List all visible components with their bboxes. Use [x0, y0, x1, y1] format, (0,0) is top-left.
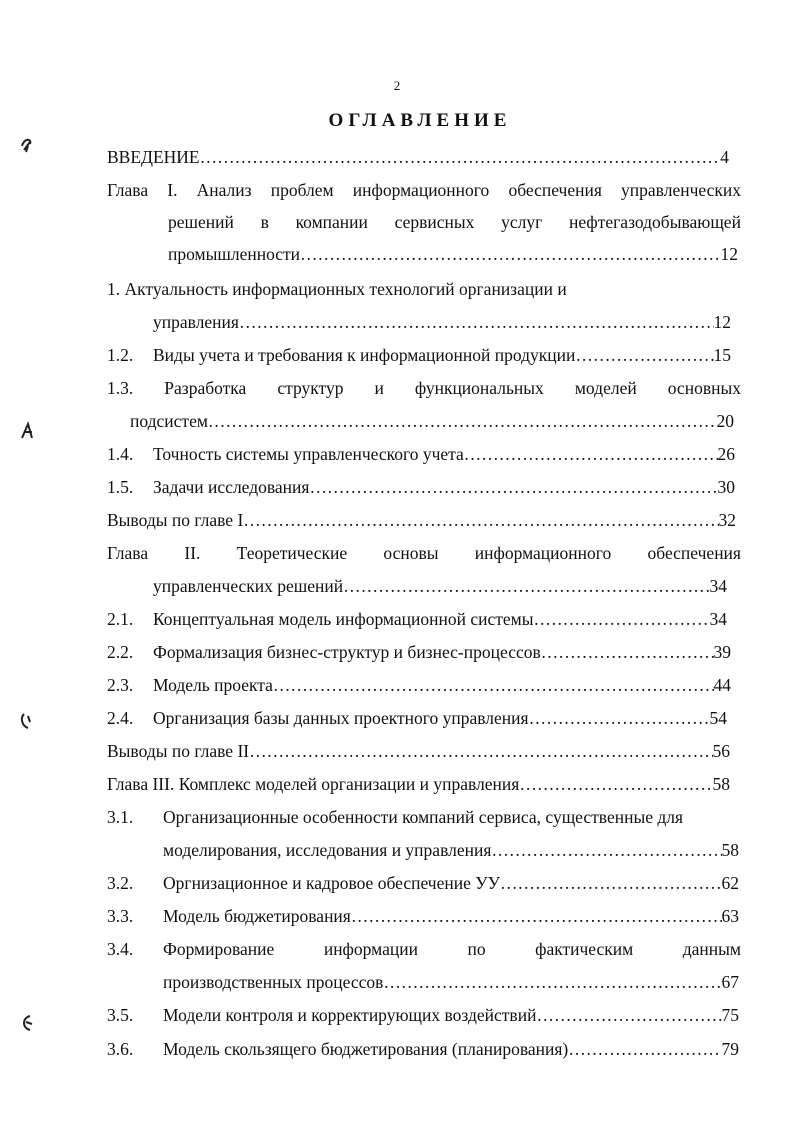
entry-text: основы [383, 543, 439, 563]
page-number-ref: 67 [721, 972, 739, 992]
toc-entry-1-4[interactable] [153, 443, 735, 465]
entry-text: Задачи исследования [153, 477, 310, 497]
dot-leader [568, 1038, 721, 1060]
page-number-ref: 20 [716, 411, 734, 431]
entry-text: решений [168, 212, 234, 232]
entry-text: обеспечения [508, 180, 602, 200]
toc-entry-1-1-line2 [153, 311, 731, 333]
toc-entry-1-5-number: 1.5. [107, 477, 134, 497]
toc-entry-1-3-line2 [130, 410, 734, 432]
entry-text: Формализация бизнес-структур и бизнес-процессов [153, 642, 541, 662]
toc-entry-chapter-1-line1[interactable] [107, 179, 741, 201]
entry-text: I. [167, 180, 178, 200]
toc-entry-2-3-number: 2.3. [107, 675, 134, 695]
page-number-ref: 79 [721, 1039, 739, 1059]
entry-text: услуг [501, 212, 543, 232]
toc-entry-conclusions-2[interactable] [107, 740, 730, 762]
entry-text: информационного [474, 543, 612, 563]
toc-entry-1-4-number: 1.4. [107, 444, 134, 464]
page-number-ref: 56 [712, 741, 730, 761]
entry-text: Концептуальная модель информационной системы [153, 609, 534, 629]
toc-entry-1-3-line1[interactable] [107, 377, 741, 399]
page-number-ref: 62 [721, 873, 739, 893]
page-number-ref: 34 [709, 576, 727, 596]
dot-leader [273, 674, 714, 696]
entry-text: фактическим [535, 939, 634, 959]
toc-entry-3-3-number: 3.3. [107, 906, 134, 926]
entry-text: Виды учета и требования к информационной продукции [153, 345, 576, 365]
entry-text: производственных процессов [163, 972, 384, 992]
toc-entry-3-2-number: 3.2. [107, 873, 134, 893]
page-number-ref: 63 [721, 906, 739, 926]
entry-text: II. [184, 543, 201, 563]
entry-text: моделирования, исследования и управления [163, 840, 492, 860]
entry-text: Выводы по главе I [107, 510, 244, 530]
dot-leader [519, 773, 712, 795]
toc-entry-conclusions-1[interactable] [107, 509, 736, 531]
entry-text: промышленности [168, 244, 301, 264]
entry-text: Теоретические [236, 543, 348, 563]
entry-text: Глава [107, 543, 149, 563]
entry-text: информации [323, 939, 418, 959]
entry-text: Организация базы данных проектного управления [153, 708, 529, 728]
toc-entry-3-1-number: 3.1. [107, 807, 134, 827]
entry-text: Формирование [163, 939, 275, 959]
page-number-ref: 15 [713, 345, 731, 365]
page-number-ref: 54 [709, 708, 727, 728]
entry-text: основных [667, 378, 741, 398]
toc-entry-3-6[interactable] [163, 1038, 739, 1060]
entry-text: нефтегазодобывающей [569, 212, 741, 232]
entry-text: Точность системы управленческого учета [153, 444, 464, 464]
toc-entry-2-2-number: 2.2. [107, 642, 134, 662]
page-number-ref: 12 [713, 312, 731, 332]
dot-leader [200, 146, 721, 168]
entry-text: и [374, 378, 384, 398]
toc-entry-1-5[interactable] [153, 476, 735, 498]
page-number-ref: 26 [717, 444, 735, 464]
dot-leader [534, 608, 710, 630]
dot-leader [300, 243, 720, 265]
dot-leader [309, 476, 717, 498]
page-number-ref: 58 [721, 840, 739, 860]
page-number-ref: 12 [720, 244, 738, 264]
toc-entry-1-2-number: 1.2. [107, 345, 134, 365]
toc-entry-2-1[interactable] [153, 608, 727, 630]
entry-text: в [260, 212, 269, 232]
entry-text: управления [153, 312, 239, 332]
entry-text: Выводы по главе II [107, 741, 250, 761]
entry-text: Глава [107, 180, 149, 200]
page-number: 2 [393, 78, 401, 93]
entry-text: обеспечения [647, 543, 741, 563]
entry-text: функциональных [414, 378, 544, 398]
toc-entry-3-6-number: 3.6. [107, 1039, 134, 1059]
entry-text: подсистем [130, 411, 208, 431]
dot-leader [491, 839, 721, 861]
entry-text: моделей [574, 378, 637, 398]
toc-entry-3-5[interactable] [163, 1004, 739, 1026]
toc-entry-chapter-2-line2 [153, 575, 727, 597]
page-number-ref: 30 [717, 477, 735, 497]
dot-leader [575, 344, 713, 366]
entry-text: компании [295, 212, 368, 232]
toc-entry-2-2[interactable] [153, 641, 731, 663]
dot-leader [343, 575, 709, 597]
dot-leader [464, 443, 718, 465]
toc-entry-chapter-3[interactable] [107, 773, 730, 795]
toc-entry-3-5-number: 3.5. [107, 1005, 134, 1025]
toc-entry-3-3[interactable] [163, 905, 739, 927]
toc-entry-chapter-1-line3 [168, 243, 738, 265]
toc-entry-2-3[interactable] [153, 674, 731, 696]
entry-text: Разработка [164, 378, 247, 398]
toc-entry-chapter-1-line2 [168, 211, 741, 233]
dot-leader [239, 311, 714, 333]
entry-text: Модель скользящего бюджетирования (планирования) [163, 1039, 569, 1059]
dot-leader [536, 1004, 721, 1026]
entry-text: ВВЕДЕНИЕ [107, 147, 200, 167]
entry-text: структур [277, 378, 344, 398]
entry-text: Анализ [196, 180, 252, 200]
dot-leader [500, 872, 721, 894]
toc-entry-3-4-line1[interactable] [163, 938, 741, 960]
page-number-ref: 4 [720, 147, 729, 167]
entry-text: управленческих [621, 180, 741, 200]
entry-text: Глава III. Комплекс моделей организации и управления [107, 774, 520, 794]
entry-text: управленческих решений [153, 576, 344, 596]
dot-leader [208, 410, 717, 432]
toc-entry-2-1-number: 2.1. [107, 609, 134, 629]
entry-text: информационного [352, 180, 490, 200]
toc-entry-3-2[interactable] [163, 872, 739, 894]
page-number-ref: 32 [718, 510, 736, 530]
dot-leader [243, 509, 718, 531]
dot-leader [351, 905, 722, 927]
entry-text: сервисных [394, 212, 475, 232]
dot-leader [249, 740, 712, 762]
entry-text: данным [682, 939, 741, 959]
entry-text: по [467, 939, 486, 959]
entry-text: проблем [270, 180, 334, 200]
entry-text: Оргнизационное и кадровое обеспечение УУ [163, 873, 501, 893]
toc-entry-3-4-number: 3.4. [107, 939, 134, 959]
page-number-ref: 44 [713, 675, 731, 695]
toc-entry-3-4-line2 [163, 971, 739, 993]
page-number-ref: 39 [713, 642, 731, 662]
entry-text: Модели контроля и корректирующих воздействий [163, 1005, 537, 1025]
toc-entry-2-4[interactable] [153, 707, 727, 729]
page-number-ref: 75 [721, 1005, 739, 1025]
toc-entry-chapter-2-line1[interactable] [107, 542, 741, 564]
page-number-ref: 34 [709, 609, 727, 629]
dot-leader [383, 971, 721, 993]
toc-entry-2-4-number: 2.4. [107, 708, 134, 728]
dot-leader [529, 707, 710, 729]
entry-text: 1.3. [107, 378, 134, 398]
toc-entry-1-1-line1[interactable]: 1. Актуальность информационных технологий организации и [107, 279, 567, 299]
entry-text: Модель бюджетирования [163, 906, 351, 926]
toc-title: ОГЛАВЛЕНИЕ [328, 110, 512, 131]
toc-entry-3-1-line1[interactable]: Организационные особенности компаний сервиса, существенные для [163, 807, 684, 827]
toc-entry-3-1-line2 [163, 839, 739, 861]
entry-text: Модель проекта [153, 675, 273, 695]
toc-entry-1-2[interactable] [153, 344, 731, 366]
toc-entry-introduction[interactable] [107, 146, 729, 168]
dot-leader [541, 641, 714, 663]
page-number-ref: 58 [712, 774, 730, 794]
